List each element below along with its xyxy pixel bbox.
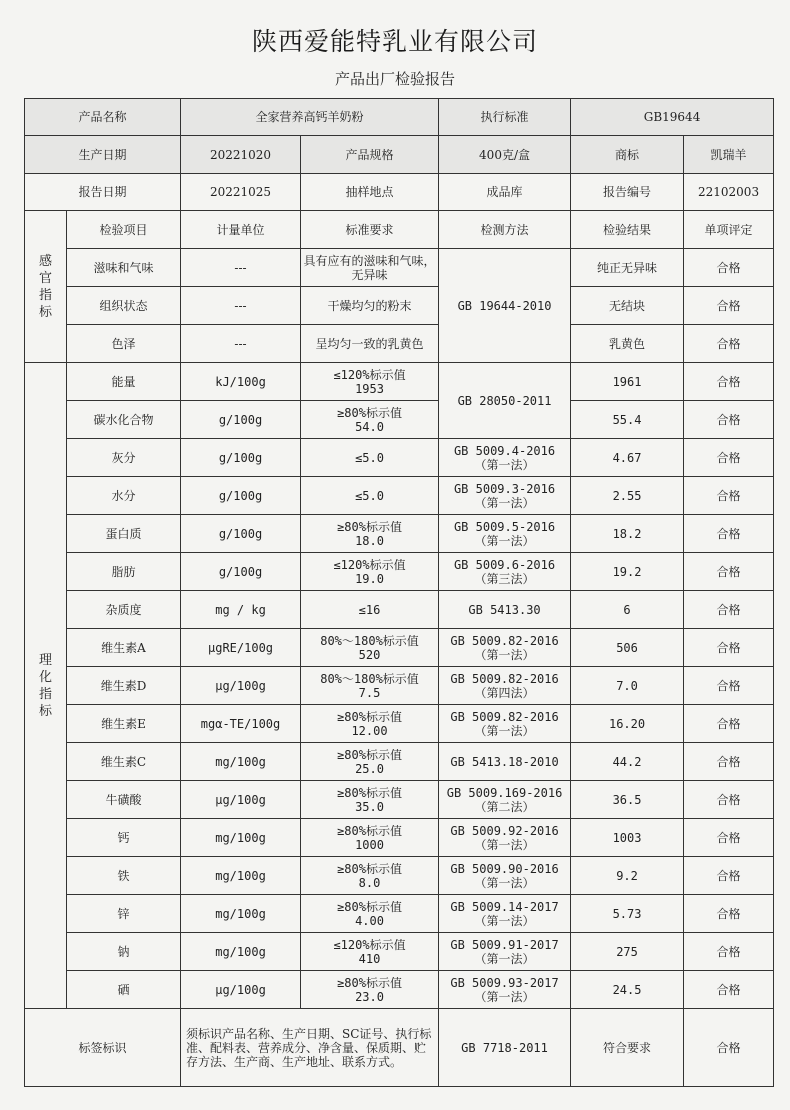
verdict: 合格: [684, 781, 774, 819]
item: 维生素E: [67, 705, 181, 743]
result: 纯正无异味: [571, 249, 684, 287]
label-requirement: 须标识产品名称、生产日期、SC证号、执行标准、配料表、营养成分、净含量、保质期、贮存方法、生产商、生产地址、联系方式。: [181, 1009, 439, 1087]
section-physchem: 理 化 指 标: [25, 363, 67, 1009]
table-row: [25, 933, 774, 971]
method: [439, 553, 571, 591]
unit: mg/100g: [181, 933, 301, 971]
method: [439, 819, 571, 857]
requirement-line1: ≥80%标示值: [337, 975, 402, 990]
unit: mg/100g: [181, 819, 301, 857]
method: [439, 439, 571, 477]
unit: kJ/100g: [181, 363, 301, 401]
requirement: [301, 401, 439, 439]
requirement-line2: 7.5: [358, 685, 381, 700]
verdict: 合格: [684, 895, 774, 933]
method-line2: （第二法）: [474, 799, 535, 814]
table-row: [25, 363, 774, 401]
method-line2: （第一法）: [474, 647, 535, 662]
table-row: [25, 667, 774, 705]
requirement-line1: ≤120%标示值: [333, 367, 406, 382]
result: 6: [571, 591, 684, 629]
unit: mg/100g: [181, 857, 301, 895]
verdict: 合格: [684, 249, 774, 287]
label-row: [25, 1009, 774, 1087]
requirement: [301, 933, 439, 971]
item: 牛磺酸: [67, 781, 181, 819]
result: 乳黄色: [571, 325, 684, 363]
method-line1: GB 5009.4-2016: [453, 443, 556, 458]
requirement-line2: 520: [358, 647, 381, 662]
table-row: [25, 439, 774, 477]
result: 44.2: [571, 743, 684, 781]
method-line2: （第一法）: [474, 723, 535, 738]
label-verdict: 合格: [684, 1009, 774, 1087]
method-line2: （第一法）: [474, 533, 535, 548]
requirement-line1: 80%～180%标示值: [320, 671, 419, 686]
method: [439, 705, 571, 743]
method-line1: GB 5009.82-2016: [450, 633, 559, 648]
item: 杂质度: [67, 591, 181, 629]
verdict: 合格: [684, 819, 774, 857]
verdict: 合格: [684, 857, 774, 895]
unit: μg/100g: [181, 971, 301, 1009]
requirement-line2: 35.0: [355, 799, 384, 814]
requirement-line1: ≥80%标示值: [337, 899, 402, 914]
sampling-label: 抽样地点: [301, 174, 439, 211]
report-date-label: 报告日期: [25, 174, 181, 211]
report-date-value: 20221025: [181, 174, 301, 211]
requirement: [301, 553, 439, 591]
item: 脂肪: [67, 553, 181, 591]
verdict: 合格: [684, 629, 774, 667]
col-unit: 计量单位: [181, 211, 301, 249]
requirement: [301, 857, 439, 895]
requirement-line2: 1000: [355, 837, 384, 852]
unit: mgα-TE/100g: [181, 705, 301, 743]
method-line1: GB 5009.82-2016: [450, 671, 559, 686]
method-line1: GB 5009.3-2016: [453, 481, 556, 496]
unit: ---: [181, 287, 301, 325]
result: 506: [571, 629, 684, 667]
label-method: GB 7718-2011: [439, 1009, 571, 1087]
result: 275: [571, 933, 684, 971]
table-row: [25, 591, 774, 629]
item: 能量: [67, 363, 181, 401]
company-name: 陕西爱能特乳业有限公司: [251, 27, 538, 56]
product-name-value: 全家营养高钙羊奶粉: [181, 99, 439, 136]
col-method: 检测方法: [439, 211, 571, 249]
spec-label: 产品规格: [301, 136, 439, 174]
result: 18.2: [571, 515, 684, 553]
method-line1: GB 5413.30: [468, 602, 541, 617]
table-row: [25, 819, 774, 857]
col-verdict: 单项评定: [684, 211, 774, 249]
item: 钠: [67, 933, 181, 971]
requirement-line1: ≥80%标示值: [337, 785, 402, 800]
unit: μgRE/100g: [181, 629, 301, 667]
item: 蛋白质: [67, 515, 181, 553]
method: [439, 477, 571, 515]
requirement-line2: 1953: [355, 381, 384, 396]
item: 水分: [67, 477, 181, 515]
verdict: 合格: [684, 363, 774, 401]
result: 1961: [571, 363, 684, 401]
requirement-line2: 23.0: [355, 989, 384, 1004]
section-sensory: 感 官 指 标: [25, 211, 67, 363]
unit: g/100g: [181, 477, 301, 515]
requirement: [301, 781, 439, 819]
inspection-table: [24, 98, 774, 1087]
item: 钙: [67, 819, 181, 857]
verdict: 合格: [684, 477, 774, 515]
sensory-method: GB 19644-2010: [439, 249, 571, 363]
requirement-line1: 80%～180%标示值: [320, 633, 419, 648]
method: [439, 781, 571, 819]
requirement: [301, 477, 439, 515]
requirement-line2: 12.00: [351, 723, 388, 738]
unit: mg / kg: [181, 591, 301, 629]
table-row: [25, 743, 774, 781]
production-date-label: 生产日期: [25, 136, 181, 174]
table-row: [25, 857, 774, 895]
requirement-line1: ≥80%标示值: [337, 861, 402, 876]
requirement-line1: ≤5.0: [355, 488, 384, 503]
requirement: [301, 363, 439, 401]
requirement: 干燥均匀的粉末: [301, 287, 439, 325]
unit: ---: [181, 249, 301, 287]
requirement: [301, 895, 439, 933]
method: [439, 971, 571, 1009]
report-no-label: 报告编号: [571, 174, 684, 211]
requirement-line2: 8.0: [358, 875, 381, 890]
brand-value: 凯瑞羊: [684, 136, 774, 174]
requirement-line2: 19.0: [355, 571, 384, 586]
result: 7.0: [571, 667, 684, 705]
requirement-line2: 410: [358, 951, 381, 966]
sampling-value: 成品库: [439, 174, 571, 211]
result: 4.67: [571, 439, 684, 477]
requirement-line1: ≤120%标示值: [333, 557, 406, 572]
col-item: 检验项目: [67, 211, 181, 249]
item: 滋味和气味: [67, 249, 181, 287]
report-title: 产品出厂检验报告: [334, 70, 455, 88]
requirement-line1: ≤16: [358, 602, 381, 617]
result: 9.2: [571, 857, 684, 895]
verdict: 合格: [684, 515, 774, 553]
item: 铁: [67, 857, 181, 895]
unit: g/100g: [181, 553, 301, 591]
result: 16.20: [571, 705, 684, 743]
item: 维生素D: [67, 667, 181, 705]
spec-value: 400克/盒: [439, 136, 571, 174]
method-line2: （第一法）: [474, 837, 535, 852]
table-row: [25, 249, 774, 287]
unit: mg/100g: [181, 743, 301, 781]
result: 55.4: [571, 401, 684, 439]
requirement: [301, 591, 439, 629]
method: [439, 857, 571, 895]
requirement: 具有应有的滋味和气味，无异味: [301, 249, 439, 287]
method: [439, 895, 571, 933]
table-row: [25, 705, 774, 743]
verdict: 合格: [684, 743, 774, 781]
requirement: [301, 971, 439, 1009]
table-row: [25, 401, 774, 439]
method-line1: GB 5009.5-2016: [453, 519, 556, 534]
requirement: [301, 743, 439, 781]
requirement-line1: ≥80%标示值: [337, 519, 402, 534]
requirement-line1: ≥80%标示值: [337, 405, 402, 420]
requirement: [301, 819, 439, 857]
verdict: 合格: [684, 287, 774, 325]
method-line1: GB 5009.169-2016: [446, 785, 563, 800]
table-row: [25, 895, 774, 933]
energy-method: GB 28050-2011: [439, 363, 571, 439]
requirement-line1: ≥80%标示值: [337, 823, 402, 838]
col-requirement: 标准要求: [301, 211, 439, 249]
verdict: 合格: [684, 325, 774, 363]
verdict: 合格: [684, 553, 774, 591]
method: [439, 629, 571, 667]
requirement: [301, 705, 439, 743]
requirement-line2: 4.00: [355, 913, 384, 928]
requirement-line2: 18.0: [355, 533, 384, 548]
requirement-line1: ≥80%标示值: [337, 709, 402, 724]
method-line2: （第一法）: [474, 913, 535, 928]
method-line2: （第一法）: [474, 989, 535, 1004]
table-row: [25, 553, 774, 591]
item: 锌: [67, 895, 181, 933]
report-no-value: 22102003: [684, 174, 774, 211]
item: 维生素A: [67, 629, 181, 667]
item: 碳水化合物: [67, 401, 181, 439]
unit: g/100g: [181, 515, 301, 553]
method-line1: GB 5413.18-2010: [450, 754, 559, 769]
brand-label: 商标: [571, 136, 684, 174]
requirement-line2: 25.0: [355, 761, 384, 776]
result: 5.73: [571, 895, 684, 933]
verdict: 合格: [684, 933, 774, 971]
verdict: 合格: [684, 439, 774, 477]
method-line1: GB 5009.90-2016: [450, 861, 559, 876]
item: 灰分: [67, 439, 181, 477]
result: 19.2: [571, 553, 684, 591]
method: [439, 667, 571, 705]
method-line1: GB 5009.91-2017: [450, 937, 559, 952]
result: 2.55: [571, 477, 684, 515]
product-name-label: 产品名称: [25, 99, 181, 136]
requirement-line1: ≥80%标示值: [337, 747, 402, 762]
unit: mg/100g: [181, 895, 301, 933]
verdict: 合格: [684, 971, 774, 1009]
method: [439, 933, 571, 971]
method-line2: （第一法）: [474, 951, 535, 966]
requirement: [301, 515, 439, 553]
requirement-line1: ≤5.0: [355, 450, 384, 465]
requirement-line2: 54.0: [355, 419, 384, 434]
unit: μg/100g: [181, 781, 301, 819]
unit: μg/100g: [181, 667, 301, 705]
verdict: 合格: [684, 401, 774, 439]
item: 组织状态: [67, 287, 181, 325]
item: 维生素C: [67, 743, 181, 781]
method: [439, 515, 571, 553]
method-line1: GB 5009.92-2016: [450, 823, 559, 838]
result: 36.5: [571, 781, 684, 819]
table-row: [25, 325, 774, 363]
verdict: 合格: [684, 667, 774, 705]
table-row: [25, 629, 774, 667]
requirement-line1: ≤120%标示值: [333, 937, 406, 952]
table-row: [25, 781, 774, 819]
standard-value: GB19644: [571, 99, 774, 136]
method-line2: （第三法）: [474, 571, 535, 586]
table-row: [25, 971, 774, 1009]
requirement: [301, 629, 439, 667]
method-line2: （第四法）: [474, 685, 535, 700]
unit: g/100g: [181, 439, 301, 477]
method-line2: （第一法）: [474, 457, 535, 472]
unit: ---: [181, 325, 301, 363]
table-row: [25, 477, 774, 515]
method-line1: GB 5009.82-2016: [450, 709, 559, 724]
method: [439, 743, 571, 781]
requirement: [301, 439, 439, 477]
method-line2: （第一法）: [474, 495, 535, 510]
method-line2: （第一法）: [474, 875, 535, 890]
item: 色泽: [67, 325, 181, 363]
item: 硒: [67, 971, 181, 1009]
method-line1: GB 5009.6-2016: [453, 557, 556, 572]
verdict: 合格: [684, 591, 774, 629]
method: [439, 591, 571, 629]
method-line1: GB 5009.93-2017: [450, 975, 559, 990]
table-row: [25, 287, 774, 325]
standard-label: 执行标准: [439, 99, 571, 136]
result: 1003: [571, 819, 684, 857]
label-item: 标签标识: [25, 1009, 181, 1087]
col-result: 检验结果: [571, 211, 684, 249]
result: 无结块: [571, 287, 684, 325]
verdict: 合格: [684, 705, 774, 743]
method-line1: GB 5009.14-2017: [450, 899, 559, 914]
production-date-value: 20221020: [181, 136, 301, 174]
result: 24.5: [571, 971, 684, 1009]
unit: g/100g: [181, 401, 301, 439]
requirement: [301, 667, 439, 705]
label-result: 符合要求: [571, 1009, 684, 1087]
requirement: 呈均匀一致的乳黄色: [301, 325, 439, 363]
table-row: [25, 515, 774, 553]
